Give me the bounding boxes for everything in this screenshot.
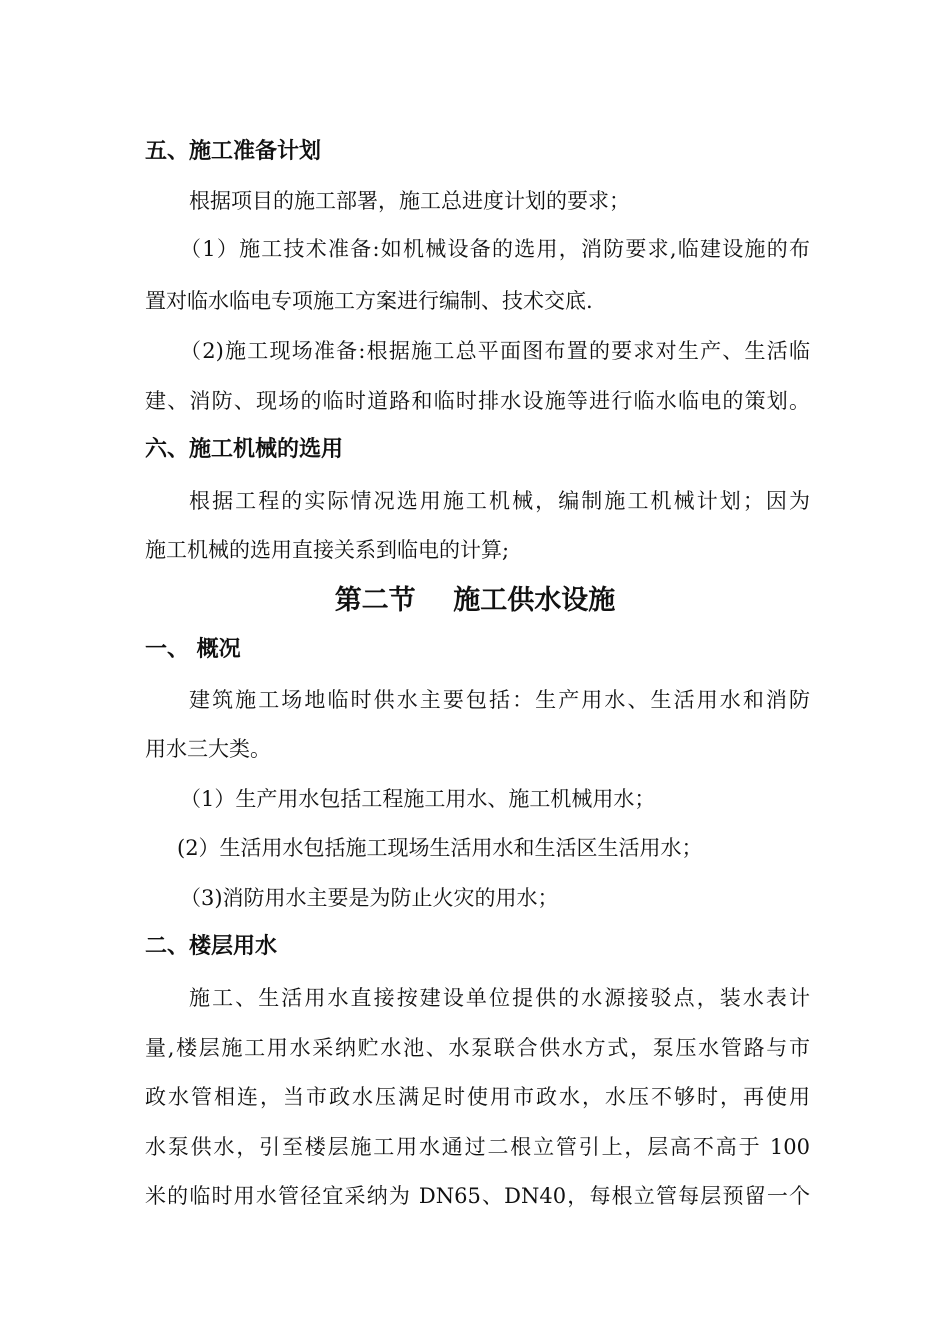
section-heading-machinery: 六、施工机械的选用 — [145, 437, 344, 462]
paragraph-line: 用水三大类。 — [145, 737, 271, 761]
list-item: (2）生活用水包括施工现场生活用水和生活区生活用水； — [177, 836, 703, 860]
paragraph-line: 施工机械的选用直接关系到临电的计算; — [145, 538, 510, 562]
paragraph-line: （1）施工技术准备:如机械设备的选用，消防要求,临建设施的布 — [180, 237, 810, 261]
list-item: （1）生产用水包括工程施工用水、施工机械用水； — [180, 787, 656, 811]
paragraph-line: 施工、生活用水直接按建设单位提供的水源接驳点，装水表计 — [189, 986, 810, 1010]
section-heading-construction-prep: 五、施工准备计划 — [145, 139, 322, 164]
section-heading-overview: 一、 概况 — [145, 637, 241, 662]
paragraph-line: 置对临水临电专项施工方案进行编制、技术交底. — [145, 289, 593, 313]
paragraph-line: 建、消防、现场的临时道路和临时排水设施等进行临水临电的策划。 — [145, 389, 810, 413]
paragraph-line: 量,楼层施工用水采纳贮水池、水泵联合供水方式，泵压水管路与市 — [145, 1036, 810, 1060]
paragraph-line: 根据项目的施工部署，施工总进度计划的要求； — [189, 189, 630, 213]
paragraph-line: 米的临时用水管径宜采纳为 DN65、DN40，每根立管每层预留一个 — [145, 1184, 810, 1208]
paragraph-line: 政水管相连，当市政水压满足时使用市政水，水压不够时，再使用 — [145, 1085, 810, 1109]
list-item: （3)消防用水主要是为防止火灾的用水； — [180, 886, 559, 910]
paragraph-line: 建筑施工场地临时供水主要包括：生产用水、生活用水和消防 — [189, 688, 810, 712]
paragraph-line: 根据工程的实际情况选用施工机械，编制施工机械计划；因为 — [189, 489, 810, 513]
paragraph-line: 水泵供水，引至楼层施工用水通过二根立管引上，层高不高于 100 — [145, 1135, 810, 1159]
paragraph-line: （2)施工现场准备:根据施工总平面图布置的要求对生产、生活临 — [180, 339, 810, 363]
section-heading-floor-water: 二、楼层用水 — [145, 934, 278, 959]
chapter-title: 第二节 施工供水设施 — [334, 585, 616, 616]
